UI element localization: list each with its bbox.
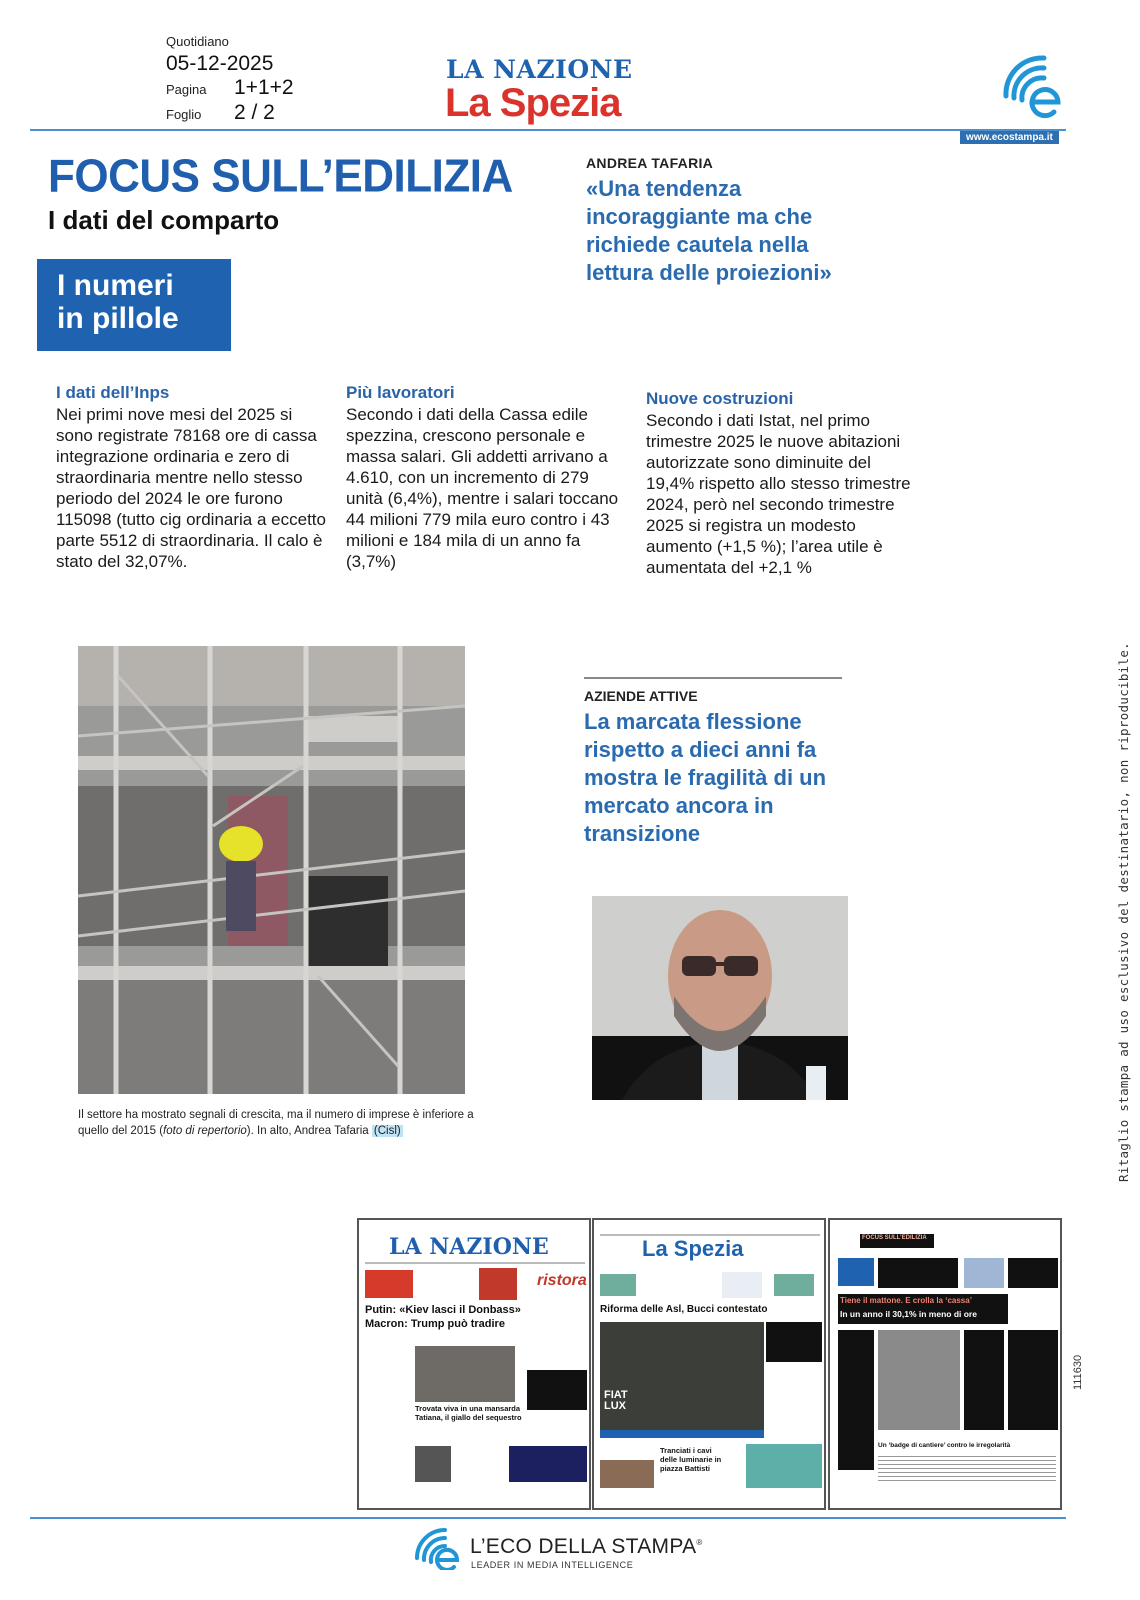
- column-costruzioni: [646, 389, 921, 578]
- thumb-blue-box: [838, 1258, 874, 1286]
- reproduction-notice: Ritaglio stampa ad uso esclusivo del destinatario, non riproducibile.: [1116, 642, 1131, 1182]
- aziende-kicker: AZIENDE ATTIVE: [584, 688, 698, 704]
- scaffolding-photo: [78, 646, 465, 1094]
- thumb-subheadline: Tranciati i cavi delle luminarie in piazza Battisti: [660, 1446, 722, 1473]
- header-divider: [30, 129, 1066, 131]
- thumb-headline-2: Macron: Trump può tradire: [365, 1318, 505, 1330]
- page-value: 1+1+2: [234, 76, 294, 99]
- thumbnail-page-2-focus[interactable]: [828, 1218, 1062, 1510]
- section-title: FOCUS SULL’EDILIZIA: [48, 150, 513, 203]
- thumb-text-col-2: [964, 1330, 1004, 1430]
- quote-text: «Una tendenza incoraggiante ma che richiede cautela nella lettura delle proiezioni»: [586, 176, 832, 285]
- column-heading: Nuove costruzioni: [646, 389, 794, 408]
- portrait-photo: [592, 896, 848, 1100]
- thumb-masthead: LA NAZIONE: [389, 1234, 549, 1260]
- thumb-masthead: La Spezia: [642, 1236, 744, 1261]
- column-body: Secondo i dati Istat, nel primo trimestre 2025 le nuove abitazioni autorizzate sono diminuite del 19,4% rispetto allo stesso trimestre 2024, però nel secondo trimestre 2025 si registra un modesto aumento (+1,5 %); l’area utile è aumentata del +2,1 %: [646, 411, 911, 577]
- ecostampa-url[interactable]: www.ecostampa.it: [960, 131, 1059, 144]
- thumb-photo: [878, 1330, 960, 1430]
- footer-brand: L’ECO DELLA STAMPA®: [470, 1535, 703, 1558]
- masthead-la-nazione: LA NAZIONE: [446, 55, 633, 84]
- thumb-photo-label: FIAT LUX: [604, 1389, 628, 1412]
- caption-main: Il settore ha mostrato segnali di crescita, ma il numero di imprese è inferiore a quello del 2015 (: [78, 1109, 474, 1137]
- photo-caption: [78, 1107, 478, 1139]
- sheet-label: Foglio: [166, 107, 202, 122]
- quote-author: ANDREA TAFARIA: [586, 155, 714, 171]
- thumb-promo: ristora: [537, 1272, 587, 1289]
- thumb-headline-2: In un anno il 30,1% in meno di ore: [840, 1309, 977, 1319]
- caption-after: ). In alto, Andrea Tafaria: [246, 1125, 372, 1137]
- clipping-code: 111630: [1072, 1354, 1084, 1390]
- numbers-in-pills-box: [37, 259, 231, 351]
- thumb-photo: [415, 1346, 515, 1402]
- thumb-photo-block: [479, 1268, 517, 1300]
- thumb-headline-1: Tiene il mattone. E crolla la ‘cassa’: [840, 1296, 972, 1305]
- thumb-ad-block-2: [774, 1274, 814, 1296]
- thumb-subheadline: Trovata viva in una mansarda Tatiana, il giallo del sequestro: [415, 1404, 522, 1422]
- caption-highlight: (Cisl): [373, 1125, 401, 1137]
- thumb-weather-block: [722, 1272, 762, 1298]
- publication-date: 05-12-2025: [166, 52, 274, 75]
- thumb-dark-box: [766, 1322, 822, 1362]
- ecostampa-logo-icon: [1000, 52, 1066, 122]
- column-heading: Più lavoratori: [346, 383, 455, 402]
- aziende-title: La marcata flessione rispetto a dieci anni fa mostra le fragilità di un mercato ancora in transizione: [584, 709, 827, 846]
- thumb-text-col-1: [838, 1330, 874, 1470]
- thumb-photo: [600, 1322, 764, 1430]
- thumbnail-front-page-la-nazione[interactable]: [357, 1218, 591, 1510]
- column-inps: [56, 383, 326, 572]
- sheet-value: 2 / 2: [234, 101, 275, 124]
- thumb-ad-block: [600, 1274, 636, 1296]
- thumb-text-col-3: [1008, 1330, 1058, 1430]
- box-line-2: in pillole: [57, 302, 179, 335]
- footer-tagline: LEADER IN MEDIA INTELLIGENCE: [471, 1560, 634, 1570]
- thumb-photo-small: [415, 1446, 451, 1482]
- thumb-caption-bar: [600, 1430, 764, 1438]
- box-line-1: I numeri: [57, 269, 174, 302]
- column-body: Secondo i dati della Cassa edile spezzina, crescono personale e massa salari. Gli addetti arrivano a 4.610, con un incremento di 279 unità (6,4%), mentre i salari toccano 44 milioni 779 mila euro contro i 43 milioni e 184 mila di un anno fa (3,7%): [346, 405, 619, 571]
- column-heading: I dati dell’Inps: [56, 383, 170, 402]
- thumb-ad-banner: [746, 1444, 822, 1488]
- thumb-photo-small: [600, 1460, 654, 1488]
- thumb-headline-1: Putin: «Kiev lasci il Donbass»: [365, 1304, 521, 1316]
- aziende-divider: [584, 677, 842, 679]
- thumb-kicker: FOCUS SULL’EDILIZIA: [862, 1235, 927, 1241]
- masthead-la-spezia: La Spezia: [445, 81, 621, 125]
- eco-della-stampa-logo-icon: [413, 1524, 461, 1570]
- thumb-headline-1: Riforma delle Asl, Bucci contestato: [600, 1304, 768, 1315]
- section-subtitle: I dati del comparto: [48, 205, 280, 235]
- footer-divider: [30, 1517, 1066, 1519]
- caption-italic: foto di repertorio: [163, 1125, 247, 1137]
- column-lavoratori: [346, 383, 621, 572]
- thumb-subheadline: Un ‘badge di cantiere’ contro le irregolarità: [878, 1442, 1011, 1449]
- thumbnail-front-page-la-spezia[interactable]: [592, 1218, 826, 1510]
- thumb-ad-block: [365, 1270, 413, 1298]
- thumb-dark-box-2: [1008, 1258, 1058, 1288]
- thumb-portrait: [964, 1258, 1004, 1288]
- page-label: Pagina: [166, 82, 207, 97]
- publication-type: Quotidiano: [166, 34, 229, 49]
- thumb-dark-box: [527, 1370, 587, 1410]
- thumb-ad-banner: [509, 1446, 587, 1482]
- thumb-dark-box-1: [878, 1258, 958, 1288]
- column-body: Nei primi nove mesi del 2025 si sono registrate 78168 ore di cassa integrazione ordinaria e zero di straordinaria mentre nello stesso periodo del 2024 le ore furono 115098 (tutto cig ordinaria a eccetto parte 5512 di straordinaria. Il calo è stato del 32,07%.: [56, 405, 326, 571]
